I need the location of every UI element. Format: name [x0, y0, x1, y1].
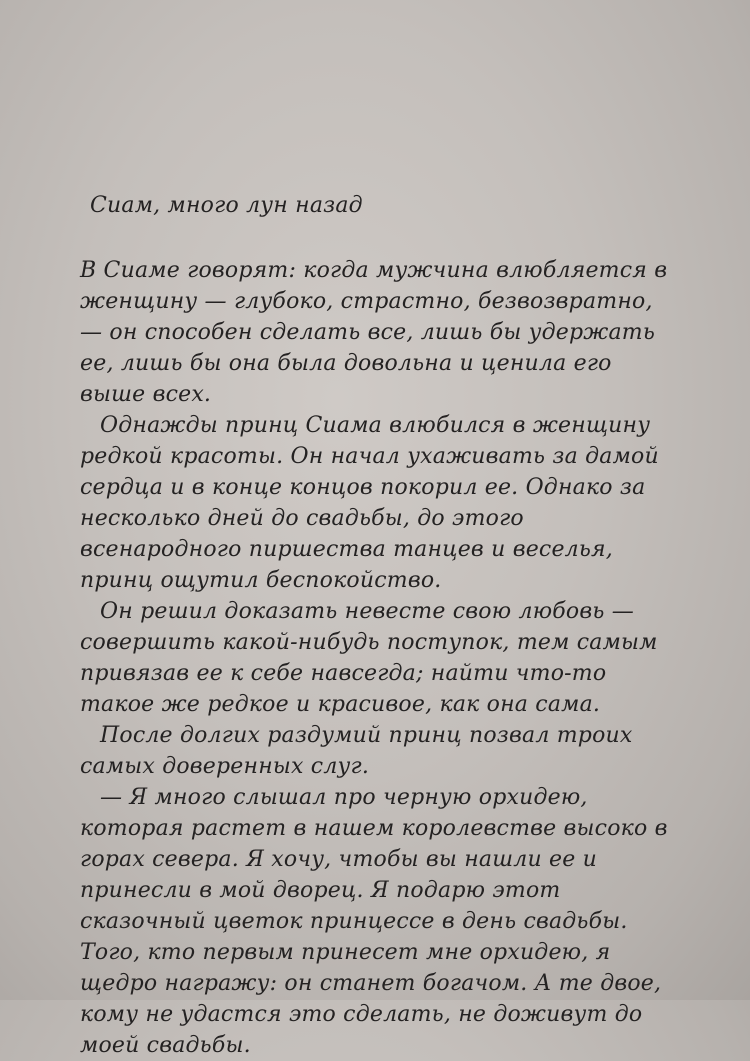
place-line: Сиам, много лун назад — [90, 193, 363, 218]
paragraph: Он решил доказать невесте свою любовь — совершить какой-нибудь поступок, тем самым привязав ее к себе навсегда; найти что-то такое же редкое и красивое, как она сама. — [80, 599, 658, 717]
page-text — [80, 190, 670, 1061]
paragraph: Однажды принц Сиама влюбился в женщину редкой красоты. Он начал ухаживать за дамой сердца и в конце концов покорил ее. Однако за несколько дней до свадьбы, до этого всенародного пиршества танцев и веселья, принц ощутил беспокойство. — [80, 413, 659, 593]
paragraph: В Сиаме говорят: когда мужчина влюбляется в женщину — глубоко, страстно, безвозвратно, — он способен сделать все, лишь бы удержать ее, лишь бы она была довольна и ценила его выше всех. — [80, 258, 668, 407]
paragraph: После долгих раздумий принц позвал троих самых доверенных слуг. — [80, 723, 633, 779]
dialogue-paragraph: — Я много слышал про черную орхидею, которая растет в нашем королевстве высоко в горах севера. Я хочу, чтобы вы нашли ее и принесли в мой дворец. Я подарю этот сказочный цветок принцессе в день свадьбы. Того, кто первым принесет мне орхидею, я щедро награжу: он станет богачом. А те двое, кому не удастся это сделать, не доживут до моей свадьбы. — [80, 785, 668, 1058]
bleed-through-text — [0, 0, 750, 120]
